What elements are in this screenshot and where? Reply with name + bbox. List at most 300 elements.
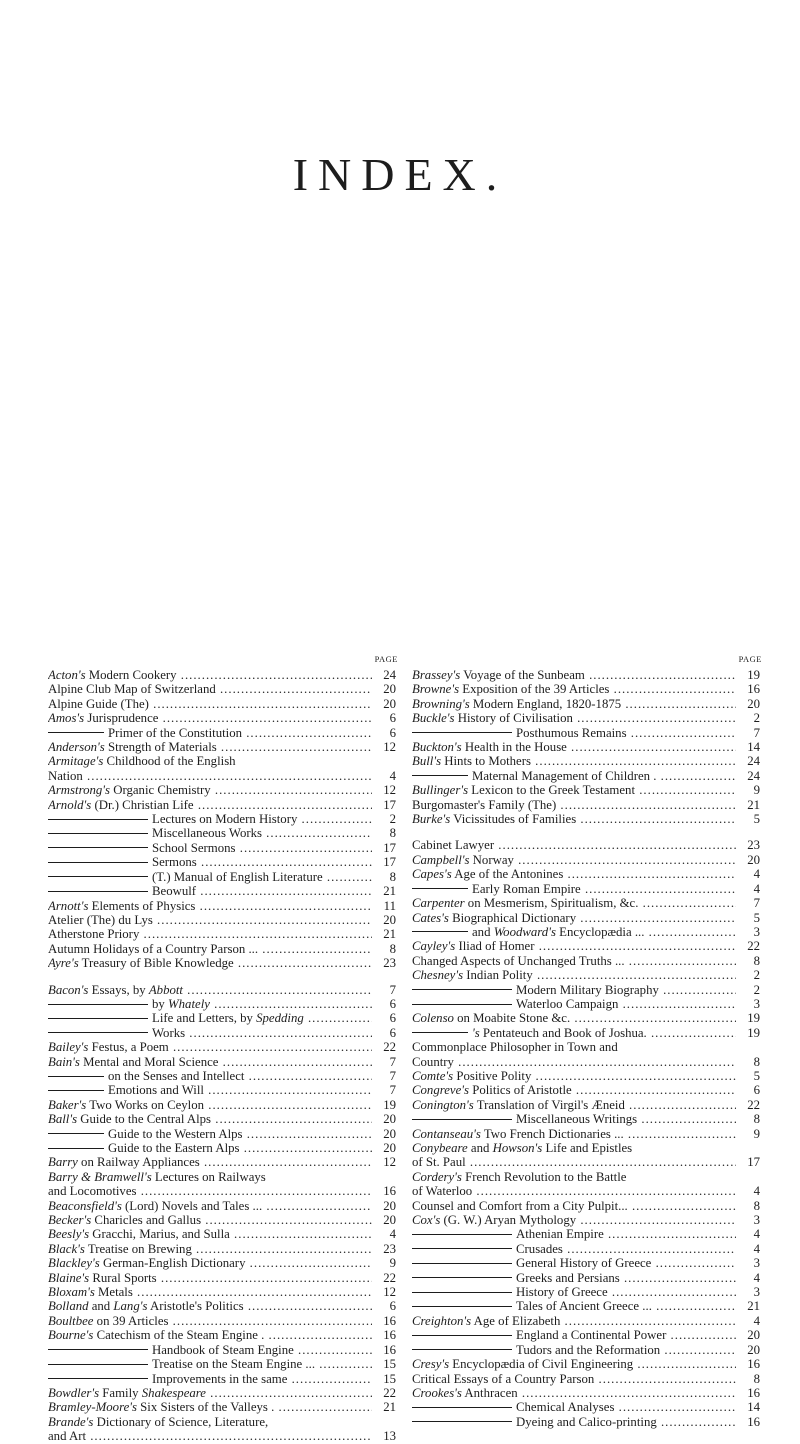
section-gap — [48, 971, 398, 983]
page-number: 14 — [747, 1400, 760, 1415]
entry-line — [48, 1170, 372, 1184]
ditto-dash — [48, 1090, 104, 1091]
entry-line — [48, 1429, 372, 1443]
entry-author: Bloxam's — [48, 1285, 95, 1300]
entry-line — [412, 1415, 736, 1429]
entry-author: Cordery's — [412, 1169, 462, 1184]
entry-line — [412, 812, 736, 826]
entry-line — [48, 726, 372, 740]
entry-title: Treasury of Bible Knowledge — [78, 956, 234, 971]
entry-line — [48, 1155, 372, 1169]
index-column-left — [48, 654, 398, 1444]
index-entry — [412, 925, 762, 939]
entry-author: Browne's — [412, 682, 460, 697]
entry-title: Festus, a Poem — [88, 1040, 169, 1055]
entry-text — [412, 1040, 618, 1054]
page-number: 4 — [389, 768, 396, 783]
entry-line — [412, 997, 736, 1011]
entry-text — [48, 711, 372, 725]
index-entry — [412, 682, 762, 696]
ditto-dash — [48, 847, 148, 848]
entry-author: Contanseau's — [412, 1126, 481, 1141]
entry-line — [412, 867, 736, 881]
index-entry — [412, 1055, 762, 1069]
entry-line — [412, 853, 736, 867]
entry-line — [48, 668, 372, 682]
entry-author: Brande's — [48, 1414, 94, 1429]
entry-line — [412, 911, 736, 925]
entry-text — [48, 1357, 372, 1371]
entry-line — [412, 769, 736, 783]
entry-title: Treatise on the Steam Engine ... — [152, 1357, 316, 1372]
entry-text — [412, 1271, 736, 1285]
page-number: 12 — [383, 783, 396, 798]
entry-line — [48, 1083, 372, 1097]
entry-title: Tudors and the Reformation — [516, 1342, 661, 1357]
entry-line — [412, 1314, 736, 1328]
entry-title: Modern Military Biography — [516, 982, 659, 997]
entry-text — [48, 783, 372, 797]
entry-line — [48, 783, 372, 797]
index-entry — [412, 1127, 762, 1141]
page-number: 22 — [383, 1040, 396, 1055]
index-entry — [48, 812, 398, 826]
index-entry — [412, 1011, 762, 1025]
page-number: 14 — [747, 740, 760, 755]
entry-title: Rural Sports — [89, 1270, 157, 1285]
entry-title: General History of Greece — [516, 1256, 652, 1271]
entry-title: Treatise on Brewing — [84, 1241, 192, 1256]
index-entry — [48, 1429, 398, 1443]
entry-author-secondary: Spedding — [256, 1011, 304, 1026]
entry-text — [48, 1199, 372, 1213]
ditto-dash — [412, 1421, 512, 1422]
index-entry — [48, 1069, 398, 1083]
index-entry — [412, 1372, 762, 1386]
entry-title: Charicles and Gallus — [91, 1213, 202, 1228]
entry-title: Life and Letters, by — [152, 1011, 257, 1026]
entry-title-secondary: Encyclopædia ... — [555, 924, 645, 939]
entry-text — [412, 1357, 736, 1371]
index-entry — [48, 1227, 398, 1241]
page-number: 24 — [747, 754, 760, 769]
index-entry — [48, 1083, 398, 1097]
page-number: 9 — [753, 783, 760, 798]
page-number: 23 — [383, 1241, 396, 1256]
entry-title: Metals — [94, 1285, 133, 1300]
page-number: 12 — [383, 1285, 396, 1300]
entry-line — [48, 942, 372, 956]
entry-line — [48, 697, 372, 711]
entry-author: Armitage's — [48, 754, 104, 769]
entry-text — [412, 1184, 736, 1198]
entry-title: History of Civilisation — [454, 711, 573, 726]
entry-author: Conybeare — [412, 1141, 468, 1155]
entry-title: of Waterloo — [412, 1184, 473, 1199]
entry-text — [48, 1400, 372, 1414]
index-entry — [412, 867, 762, 881]
entry-title: Chemical Analyses — [516, 1400, 615, 1415]
entry-line — [48, 1127, 372, 1141]
index-entry — [412, 997, 762, 1011]
page-number: 16 — [747, 1385, 760, 1400]
ditto-dash — [412, 1306, 512, 1307]
page-title: INDEX. — [292, 149, 508, 200]
entry-title: Handbook of Steam Engine — [152, 1342, 294, 1357]
entry-text — [412, 1285, 736, 1299]
index-entry — [412, 1271, 762, 1285]
entry-title: and Locomotives — [48, 1184, 137, 1199]
entry-title: Translation of Virgil's Æneid — [473, 1097, 625, 1112]
page-number: 20 — [747, 1328, 760, 1343]
entry-title: Alpine Guide (The) — [48, 696, 149, 711]
entry-line — [412, 925, 736, 939]
index-entry — [48, 1285, 398, 1299]
index-entry — [48, 1242, 398, 1256]
index-entry — [412, 812, 762, 826]
entry-line — [48, 1328, 372, 1342]
entry-author: Bourne's — [48, 1328, 94, 1343]
index-entry — [48, 1199, 398, 1213]
entry-line — [412, 968, 736, 982]
entry-text — [412, 1213, 736, 1227]
entry-line — [48, 769, 372, 783]
entry-line — [48, 1314, 372, 1328]
page-number: 7 — [753, 896, 760, 911]
entry-text — [48, 1098, 372, 1112]
page-number: 20 — [747, 696, 760, 711]
page-number: 3 — [753, 996, 760, 1011]
entry-title: Guide to the Central Alps — [77, 1112, 212, 1127]
entry-line — [48, 682, 372, 696]
entry-text — [48, 1285, 372, 1299]
entry-title: Miscellaneous Works — [152, 826, 262, 841]
page-number: 6 — [389, 1011, 396, 1026]
index-entry — [412, 1256, 762, 1270]
ditto-dash — [412, 931, 468, 932]
entry-title: History of Greece — [516, 1285, 608, 1300]
entry-title: Burgomaster's Family (The) — [412, 797, 557, 812]
page-number: 2 — [753, 982, 760, 997]
entry-author: Anderson's — [48, 740, 105, 755]
entry-text — [412, 1372, 736, 1386]
page-number: 20 — [383, 1126, 396, 1141]
entry-title: Catechism of the Steam Engine . — [93, 1328, 265, 1343]
entry-line — [48, 983, 372, 997]
index-entry — [412, 896, 762, 910]
entry-text — [412, 968, 736, 982]
entry-title: Elements of Physics — [88, 898, 196, 913]
page-number: 9 — [389, 1256, 396, 1271]
page-number: 8 — [753, 1371, 760, 1386]
entry-title: Two French Dictionaries ... — [480, 1126, 624, 1141]
page-number: 6 — [389, 1299, 396, 1314]
entry-line — [412, 1127, 736, 1141]
entry-line — [48, 913, 372, 927]
entry-line — [48, 1055, 372, 1069]
entry-title: Crusades — [516, 1241, 563, 1256]
index-entry — [412, 1098, 762, 1112]
entry-author: Chesney's — [412, 968, 464, 983]
index-entry — [412, 1328, 762, 1342]
entry-title: by — [152, 996, 168, 1011]
entry-text — [412, 853, 736, 867]
entry-author: Barry — [48, 1155, 78, 1170]
index-entry — [412, 1184, 762, 1198]
index-entry — [412, 1112, 762, 1126]
entry-line — [412, 1170, 736, 1184]
page-number: 21 — [383, 1400, 396, 1415]
entry-author: Carpenter — [412, 896, 465, 911]
index-entry — [412, 1155, 762, 1169]
entry-title: Dictionary of Science, Literature, — [93, 1414, 269, 1429]
ditto-dash — [48, 876, 148, 877]
ditto-dash — [412, 1407, 512, 1408]
page-number: 8 — [389, 941, 396, 956]
entry-text — [412, 769, 736, 783]
entry-title: School Sermons — [152, 840, 236, 855]
index-column-right — [412, 654, 762, 1429]
entry-title: Works — [152, 1025, 186, 1040]
entry-author: Creighton's — [412, 1313, 472, 1328]
entry-title: Atherstone Priory — [48, 927, 140, 942]
entry-line — [412, 1256, 736, 1270]
index-entry — [412, 1199, 762, 1213]
page-number: 6 — [389, 1025, 396, 1040]
entry-text — [48, 682, 372, 696]
entry-text — [48, 913, 372, 927]
entry-title: Age of Elizabeth — [471, 1313, 561, 1328]
page-number: 20 — [383, 696, 396, 711]
index-entry — [412, 754, 762, 768]
entry-text — [412, 1299, 736, 1313]
entry-text — [412, 939, 736, 953]
page-number: 17 — [383, 797, 396, 812]
entry-author: Comte's — [412, 1068, 454, 1083]
entry-author-secondary: Abbott — [148, 982, 183, 997]
index-entry — [412, 1357, 762, 1371]
entry-text — [48, 754, 236, 768]
index-entry — [48, 1011, 398, 1025]
entry-line — [48, 1271, 372, 1285]
index-entry — [412, 968, 762, 982]
entry-line — [48, 1184, 372, 1198]
entry-text — [412, 754, 736, 768]
page-number: 16 — [747, 1357, 760, 1372]
entry-text — [48, 812, 372, 826]
ditto-dash — [48, 862, 148, 863]
index-entry — [412, 740, 762, 754]
entry-title-secondary: Life and Epistles — [542, 1141, 633, 1155]
entry-text — [48, 740, 372, 754]
entry-line — [412, 740, 736, 754]
entry-line — [48, 1227, 372, 1241]
entry-line — [412, 838, 736, 852]
page-number: 4 — [753, 1184, 760, 1199]
entry-title: Positive Polity — [453, 1068, 532, 1083]
entry-text — [48, 1083, 372, 1097]
entry-text — [48, 1184, 372, 1198]
page-number: 23 — [747, 838, 760, 853]
entry-author: Bain's — [48, 1054, 80, 1069]
index-entry — [48, 1256, 398, 1270]
entry-title: Strength of Materials — [104, 740, 217, 755]
page-number: 22 — [747, 939, 760, 954]
page-number: 19 — [747, 668, 760, 682]
entry-line — [48, 927, 372, 941]
entry-text — [412, 1127, 736, 1141]
entry-text — [412, 798, 736, 812]
entry-text — [412, 925, 736, 939]
entry-title: Modern Cookery — [85, 668, 177, 682]
index-entry — [48, 997, 398, 1011]
index-entry — [48, 697, 398, 711]
entry-title: Jurisprudence — [84, 711, 159, 726]
page-number: 21 — [747, 1299, 760, 1314]
page-number: 17 — [383, 855, 396, 870]
entry-title: Age of the Antonines — [451, 867, 564, 882]
entry-title: Two Works on Ceylon — [86, 1097, 205, 1112]
page-number: 6 — [389, 996, 396, 1011]
entry-title: Pentateuch and Book of Joshua. — [479, 1025, 647, 1040]
entry-text — [412, 1055, 736, 1069]
entry-title: Health in the House — [461, 740, 567, 755]
entry-line — [48, 1242, 372, 1256]
entry-author: Black's — [48, 1241, 85, 1256]
page-number: 12 — [383, 740, 396, 755]
page-number: 8 — [389, 826, 396, 841]
entry-line — [48, 1098, 372, 1112]
page-number: 4 — [753, 867, 760, 882]
entry-line — [48, 1040, 372, 1054]
ditto-dash — [412, 888, 468, 889]
entry-line — [412, 798, 736, 812]
ditto-dash — [412, 1263, 512, 1264]
entry-title: Guide to the Eastern Alps — [108, 1141, 240, 1155]
entry-author: Bowdler's — [48, 1385, 100, 1400]
page-number: 2 — [389, 812, 396, 827]
entry-line — [48, 1357, 372, 1371]
index-entry — [48, 1170, 398, 1184]
entry-line — [412, 1026, 736, 1040]
entry-line — [412, 983, 736, 997]
entry-line — [412, 1400, 736, 1414]
page-number: 8 — [753, 1198, 760, 1213]
ditto-dash — [48, 1349, 148, 1350]
entry-line — [48, 1343, 372, 1357]
page-number: 16 — [383, 1184, 396, 1199]
entry-text — [412, 1227, 736, 1241]
index-entry — [48, 1299, 398, 1313]
ditto-dash — [412, 1349, 512, 1350]
entry-author: Blackley's — [48, 1256, 100, 1271]
index-entry — [412, 882, 762, 896]
entry-text — [412, 1112, 736, 1126]
entry-text — [48, 826, 372, 840]
entry-line — [412, 1242, 736, 1256]
ditto-dash — [48, 1004, 148, 1005]
entry-title: of St. Paul — [412, 1155, 466, 1170]
entry-author: Burke's — [412, 812, 451, 827]
entry-author-secondary: Shakespeare — [141, 1385, 206, 1400]
page-number: 17 — [747, 1155, 760, 1170]
entry-text — [48, 884, 372, 898]
entry-line — [412, 939, 736, 953]
index-entries — [48, 668, 398, 1444]
ditto-dash — [48, 1364, 148, 1365]
entry-text — [48, 927, 372, 941]
page-number: 6 — [753, 1083, 760, 1098]
entry-text — [412, 983, 736, 997]
entry-text — [48, 668, 372, 682]
ditto-dash — [48, 1032, 148, 1033]
entry-line — [48, 1285, 372, 1299]
entry-text — [412, 1155, 736, 1169]
ditto-dash — [48, 1076, 104, 1077]
entry-line — [412, 1083, 736, 1097]
entry-line — [412, 711, 736, 725]
index-entry — [412, 939, 762, 953]
page-number: 20 — [383, 912, 396, 927]
page-number: 19 — [747, 1011, 760, 1026]
entry-text — [412, 1199, 736, 1213]
page-number: 3 — [753, 1256, 760, 1271]
index-entry — [48, 1127, 398, 1141]
ditto-dash — [412, 1335, 512, 1336]
page-column-heading: PAGE — [738, 654, 762, 664]
index-entry — [48, 956, 398, 970]
index-entry — [48, 1112, 398, 1126]
entry-author: Beaconsfield's — [48, 1198, 122, 1213]
entry-title: (Dr.) Christian Life — [91, 797, 194, 812]
page-number: 6 — [389, 711, 396, 726]
entry-author: Campbell's — [412, 852, 470, 867]
entry-title: on Railway Appliances — [77, 1155, 200, 1170]
entry-title: Tales of Ancient Greece ... — [516, 1299, 652, 1314]
entry-author: Bailey's — [48, 1040, 89, 1055]
entry-author-secondary: Woodward's — [493, 924, 556, 939]
entry-line — [48, 1386, 372, 1400]
entry-title: on 39 Articles — [93, 1313, 169, 1328]
entry-text — [48, 1011, 372, 1025]
entry-author: Brassey's — [412, 668, 461, 682]
page-number: 9 — [753, 1126, 760, 1141]
entry-title: Early Roman Empire — [472, 881, 581, 896]
entry-author: Ball's — [48, 1112, 78, 1127]
entry-title: Maternal Management of Children . — [472, 768, 657, 783]
entry-line — [412, 1386, 736, 1400]
entry-line — [412, 754, 736, 768]
entry-text — [48, 855, 372, 869]
index-entry — [412, 697, 762, 711]
index-entry — [48, 1141, 398, 1155]
entry-author-secondary: Whately — [168, 996, 210, 1011]
page-number: 22 — [383, 1385, 396, 1400]
index-entry — [412, 1069, 762, 1083]
ditto-dash — [412, 1119, 512, 1120]
index-entry — [48, 740, 398, 754]
entry-author: Buckle's — [412, 711, 455, 726]
entry-text — [48, 1155, 372, 1169]
index-entry — [48, 1098, 398, 1112]
page-number: 7 — [753, 725, 760, 740]
entry-author: Blaine's — [48, 1270, 90, 1285]
entry-text — [48, 997, 372, 1011]
entry-line — [48, 870, 372, 884]
page-number: 8 — [753, 1112, 760, 1127]
entry-line — [48, 1112, 372, 1126]
entry-text — [412, 1011, 736, 1025]
